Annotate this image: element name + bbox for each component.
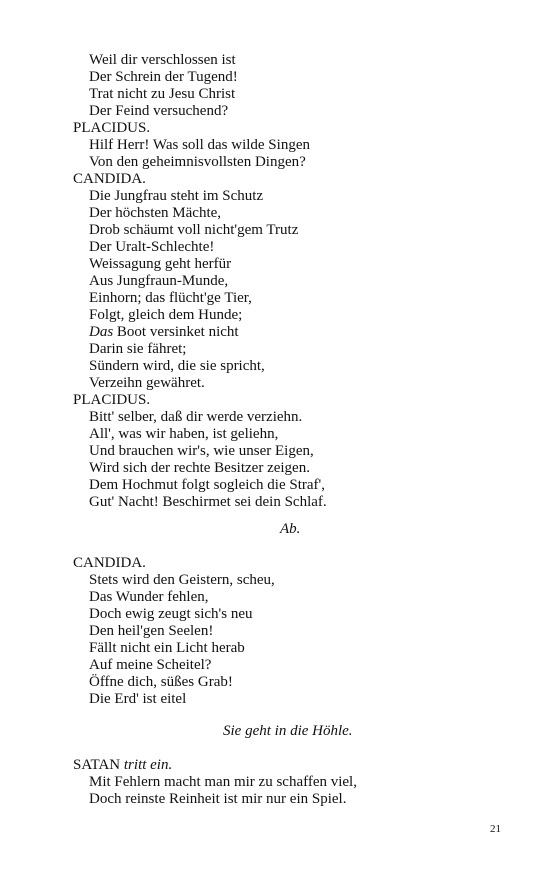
verse-line: Dem Hochmut folgt sogleich die Straf', (89, 477, 325, 493)
verse-line: Öffne dich, süßes Grab! (89, 674, 233, 690)
verse-line: All', was wir haben, ist geliehn, (89, 426, 279, 442)
verse-line: Der Uralt-Schlechte! (89, 239, 215, 255)
verse-line: Der höchsten Mächte, (89, 205, 222, 221)
verse-line (89, 324, 239, 341)
speaker-name: CANDIDA. (73, 555, 146, 571)
verse-line: Drob schäumt voll nicht'gem Trutz (89, 222, 299, 238)
speaker-name: PLACIDUS. (73, 120, 151, 136)
verse-line: Weil dir verschlossen ist (89, 52, 236, 68)
stage-direction: Ab. (280, 521, 301, 537)
verse-line: Von den geheimnisvollsten Dingen? (89, 154, 306, 170)
emphasized-word: Das (89, 324, 114, 340)
stage-direction: Sie geht in die Höhle. (223, 723, 353, 739)
verse-line: Gut' Nacht! Beschirmet sei dein Schlaf. (89, 494, 327, 510)
speaker-name (73, 757, 172, 774)
verse-line-rest: Boot versinket nicht (113, 324, 239, 340)
entrance-direction: tritt ein. (120, 757, 173, 773)
verse-line: Aus Jungfraun-Munde, (89, 273, 229, 289)
speaker-name: CANDIDA. (73, 171, 146, 187)
speaker-label: SATAN (73, 757, 121, 773)
verse-line: Doch ewig zeugt sich's neu (89, 606, 253, 622)
verse-line: Einhorn; das flücht'ge Tier, (89, 290, 252, 306)
verse-line: Doch reinste Reinheit ist mir nur ein Spiel. (89, 791, 347, 807)
verse-line: Das Wunder fehlen, (89, 589, 209, 605)
verse-line: Den heil'gen Seelen! (89, 623, 214, 639)
verse-line: Weissagung geht herfür (89, 256, 232, 272)
speaker-name: PLACIDUS. (73, 392, 151, 408)
verse-line: Verzeihn gewähret. (89, 375, 205, 391)
verse-line: Und brauchen wir's, wie unser Eigen, (89, 443, 314, 459)
verse-line: Hilf Herr! Was soll das wilde Singen (89, 137, 310, 153)
verse-line: Trat nicht zu Jesu Christ (89, 86, 236, 102)
verse-line: Fällt nicht ein Licht herab (89, 640, 245, 656)
verse-line: Wird sich der rechte Besitzer zeigen. (89, 460, 310, 476)
verse-line: Mit Fehlern macht man mir zu schaffen viel, (89, 774, 357, 790)
verse-line: Auf meine Scheitel? (89, 657, 212, 673)
verse-line: Der Schrein der Tugend! (89, 69, 238, 85)
verse-line: Darin sie fähret; (89, 341, 187, 357)
page-number: 21 (490, 823, 501, 835)
verse-line: Sündern wird, die sie spricht, (89, 358, 265, 374)
verse-line: Bitt' selber, daß dir werde verziehn. (89, 409, 303, 425)
verse-line: Stets wird den Geistern, scheu, (89, 572, 275, 588)
verse-line: Die Jungfrau steht im Schutz (89, 188, 264, 204)
verse-line: Folgt, gleich dem Hunde; (89, 307, 243, 323)
verse-line: Der Feind versuchend? (89, 103, 229, 119)
verse-line: Die Erd' ist eitel (89, 691, 187, 707)
